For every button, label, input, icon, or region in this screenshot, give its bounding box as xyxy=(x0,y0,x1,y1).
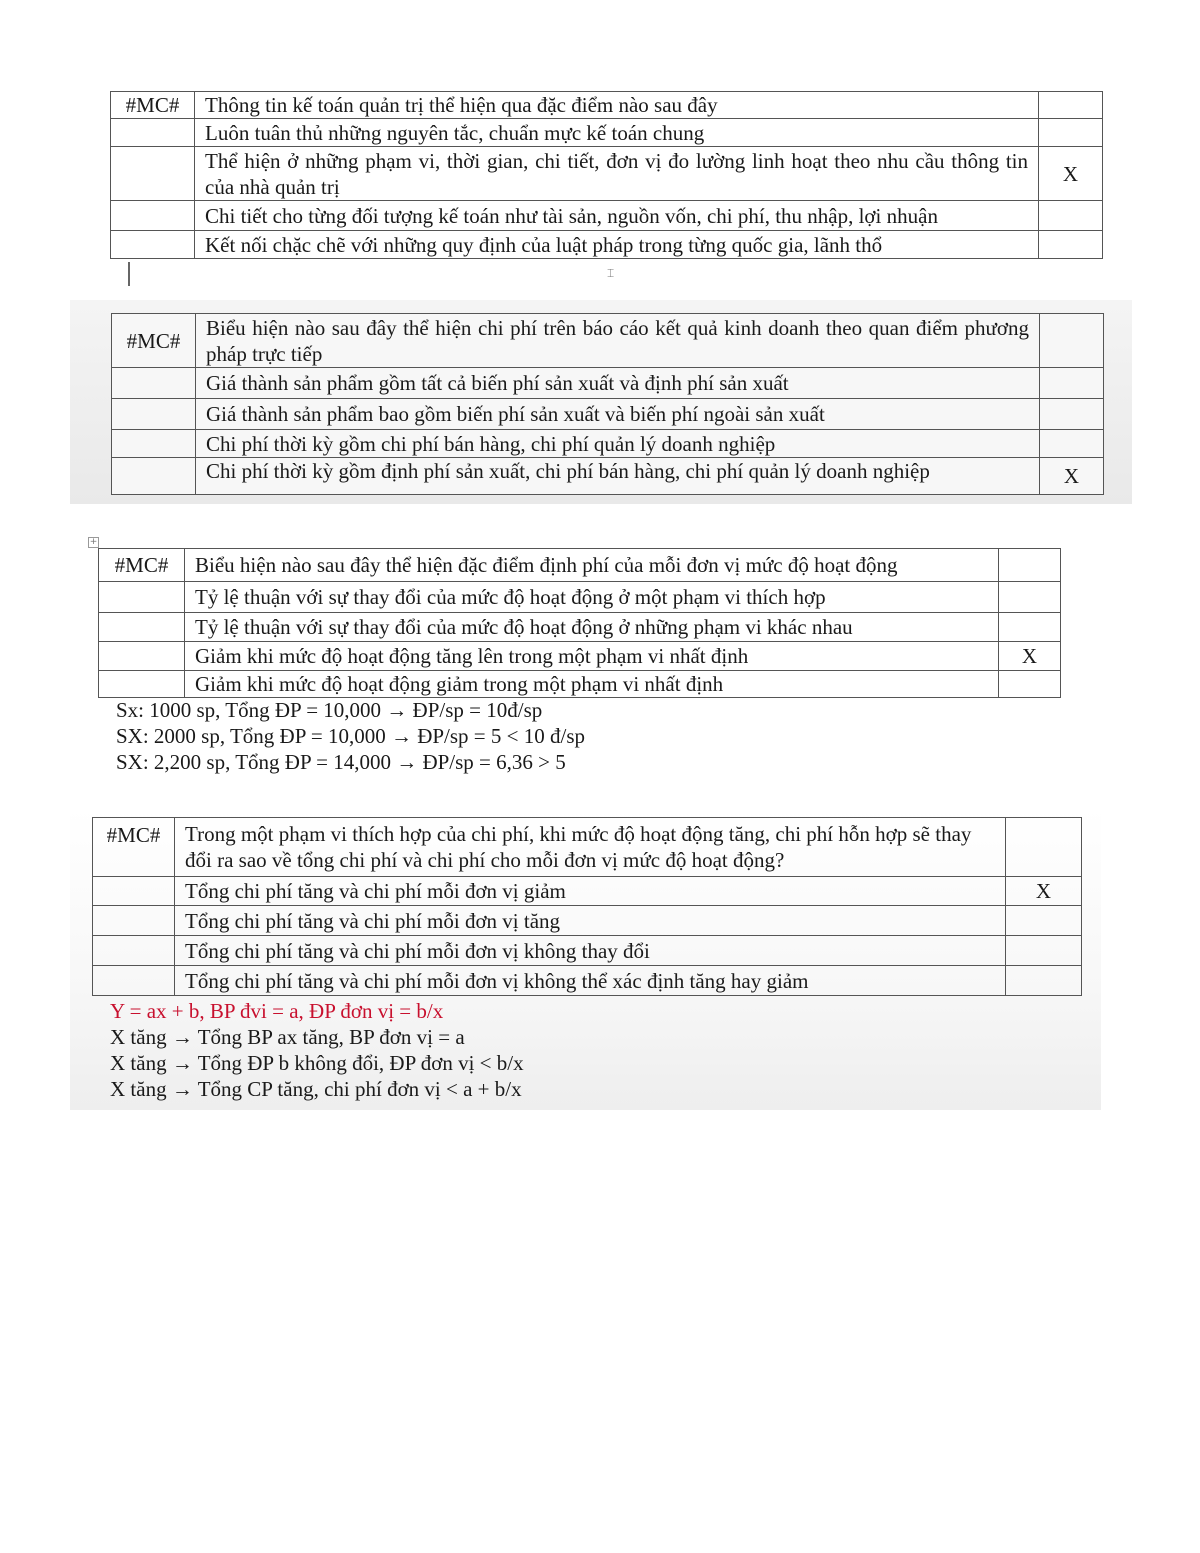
answer-mark xyxy=(1006,906,1082,936)
answer-mark: X xyxy=(1040,458,1104,495)
option-text: Chi tiết cho từng đối tượng kế toán như tài sản, nguồn vốn, chi phí, thu nhập, lợi nhuận xyxy=(195,201,1039,231)
option-text: Tổng chi phí tăng và chi phí mỗi đơn vị tăng xyxy=(175,906,1006,936)
answer-mark xyxy=(1040,430,1104,458)
answer-mark xyxy=(1040,368,1104,399)
note-line: X tăng → Tổng ĐP b không đổi, ĐP đơn vị < b/x xyxy=(110,1051,524,1075)
empty-cell xyxy=(99,582,185,613)
empty-cell xyxy=(111,231,195,259)
empty-cell xyxy=(99,613,185,642)
question-tag: #MC# xyxy=(111,92,195,119)
question-tag: #MC# xyxy=(112,314,196,368)
question-tag: #MC# xyxy=(93,818,175,877)
empty-cell xyxy=(99,642,185,671)
empty-cell xyxy=(112,458,196,495)
question-1-table xyxy=(110,91,1103,259)
empty-cell xyxy=(93,877,175,906)
option-text: Thể hiện ở những phạm vi, thời gian, chi tiết, đơn vị đo lường linh hoạt theo nhu cầu thông tin của nhà quản trị xyxy=(195,147,1039,201)
text-cursor-icon: ⌶ xyxy=(607,266,615,280)
answer-mark xyxy=(999,549,1061,582)
option-text: Giảm khi mức độ hoạt động giảm trong một phạm vi nhất định xyxy=(185,671,999,698)
formula-notes xyxy=(110,998,524,1102)
note-line: SX: 2000 sp, Tổng ĐP = 10,000 → ĐP/sp = 5 < 10 đ/sp xyxy=(116,724,586,748)
empty-cell xyxy=(112,368,196,399)
question-text: Biểu hiện nào sau đây thể hiện chi phí trên báo cáo kết quả kinh doanh theo quan điểm phương pháp trực tiếp xyxy=(196,314,1040,368)
text-cursor xyxy=(128,262,130,286)
question-text: Biểu hiện nào sau đây thể hiện đặc điểm định phí của mỗi đơn vị mức độ hoạt động xyxy=(185,549,999,582)
answer-mark: X xyxy=(999,642,1061,671)
calculation-notes xyxy=(116,697,585,775)
empty-cell xyxy=(112,430,196,458)
option-text: Kết nối chặc chẽ với những quy định của luật pháp trong từng quốc gia, lãnh thổ xyxy=(195,231,1039,259)
empty-cell xyxy=(111,147,195,201)
question-2-table xyxy=(111,313,1104,495)
note-line: X tăng → Tổng BP ax tăng, BP đơn vị = a xyxy=(110,1025,465,1049)
answer-mark xyxy=(1040,314,1104,368)
empty-cell xyxy=(99,671,185,698)
empty-cell xyxy=(93,936,175,966)
answer-mark: X xyxy=(1006,877,1082,906)
answer-mark xyxy=(1039,92,1103,119)
empty-cell xyxy=(93,966,175,996)
option-text: Tổng chi phí tăng và chi phí mỗi đơn vị không thể xác định tăng hay giảm xyxy=(175,966,1006,996)
option-text: Tỷ lệ thuận với sự thay đổi của mức độ hoạt động ở những phạm vi khác nhau xyxy=(185,613,999,642)
empty-cell xyxy=(111,119,195,147)
option-text: Tổng chi phí tăng và chi phí mỗi đơn vị không thay đổi xyxy=(175,936,1006,966)
answer-mark xyxy=(999,582,1061,613)
answer-mark xyxy=(1040,399,1104,430)
table-move-handle-icon[interactable]: + xyxy=(89,537,98,547)
answer-mark xyxy=(1006,818,1082,877)
question-4-table xyxy=(92,817,1082,996)
answer-mark xyxy=(999,613,1061,642)
note-line: Sx: 1000 sp, Tổng ĐP = 10,000 → ĐP/sp = 10đ/sp xyxy=(116,698,543,722)
option-text: Chi phí thời kỳ gồm chi phí bán hàng, chi phí quản lý doanh nghiệp xyxy=(196,430,1040,458)
answer-mark xyxy=(1039,231,1103,259)
question-tag: #MC# xyxy=(99,549,185,582)
question-text: Trong một phạm vi thích hợp của chi phí, khi mức độ hoạt động tăng, chi phí hỗn hợp sẽ thay đổi ra sao về tổng chi phí và chi phí cho mỗi đơn vị mức độ hoạt động? xyxy=(175,818,1006,877)
answer-mark xyxy=(999,671,1061,698)
empty-cell xyxy=(112,399,196,430)
answer-mark xyxy=(1039,119,1103,147)
answer-mark xyxy=(1039,201,1103,231)
note-line: SX: 2,200 sp, Tổng ĐP = 14,000 → ĐP/sp = 6,36 > 5 xyxy=(116,750,566,774)
note-line: X tăng → Tổng CP tăng, chi phí đơn vị < a + b/x xyxy=(110,1077,522,1101)
answer-mark xyxy=(1006,966,1082,996)
option-text: Giảm khi mức độ hoạt động tăng lên trong một phạm vi nhất định xyxy=(185,642,999,671)
answer-mark xyxy=(1006,936,1082,966)
question-3-table xyxy=(98,548,1061,698)
answer-mark: X xyxy=(1039,147,1103,201)
option-text: Luôn tuân thủ những nguyên tắc, chuẩn mực kế toán chung xyxy=(195,119,1039,147)
formula-line: Y = ax + b, BP đvi = a, ĐP đơn vị = b/x xyxy=(110,999,444,1023)
empty-cell xyxy=(93,906,175,936)
option-text: Chi phí thời kỳ gồm định phí sản xuất, chi phí bán hàng, chi phí quản lý doanh nghiệp xyxy=(196,458,1040,495)
option-text: Giá thành sản phẩm gồm tất cả biến phí sản xuất và định phí sản xuất xyxy=(196,368,1040,399)
option-text: Tổng chi phí tăng và chi phí mỗi đơn vị giảm xyxy=(175,877,1006,906)
empty-cell xyxy=(111,201,195,231)
option-text: Tỷ lệ thuận với sự thay đổi của mức độ hoạt động ở một phạm vi thích hợp xyxy=(185,582,999,613)
question-text: Thông tin kế toán quản trị thể hiện qua đặc điểm nào sau đây xyxy=(195,92,1039,119)
option-text: Giá thành sản phẩm bao gồm biến phí sản xuất và biến phí ngoài sản xuất xyxy=(196,399,1040,430)
